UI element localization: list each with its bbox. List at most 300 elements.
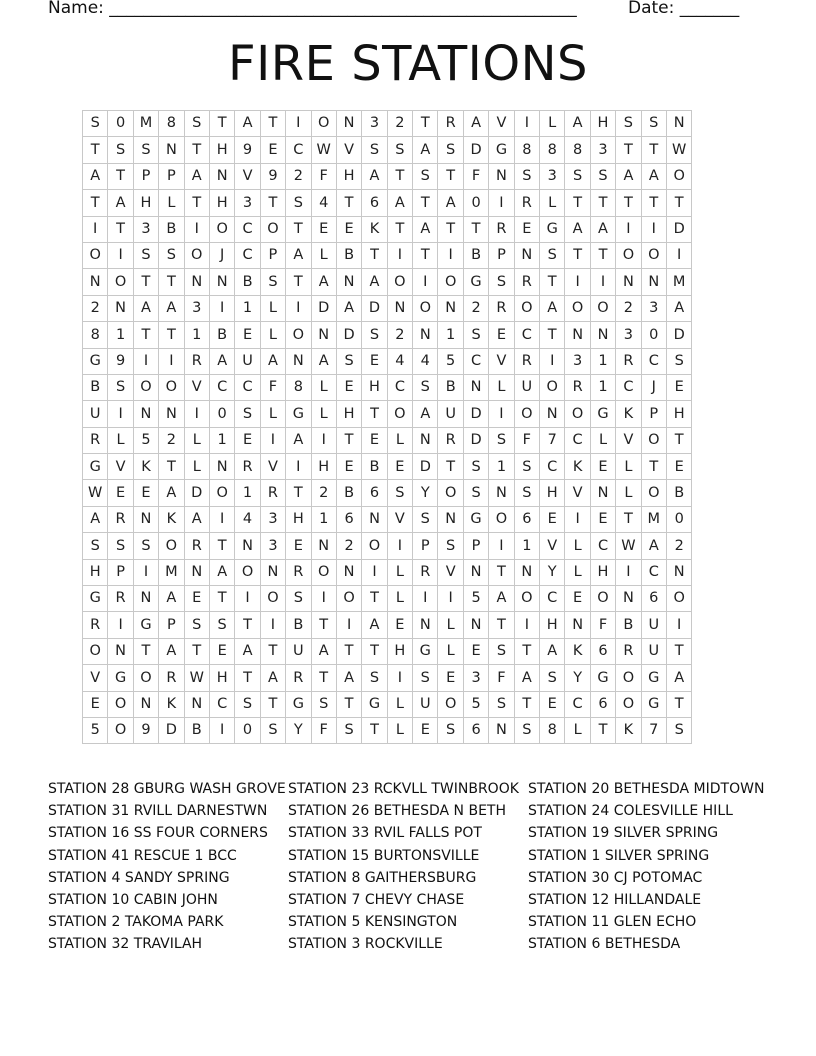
grid-cell: 2	[311, 480, 336, 506]
grid-cell: S	[159, 242, 184, 268]
grid-cell: F	[514, 427, 539, 453]
grid-cell: N	[413, 612, 438, 638]
grid-row	[83, 295, 692, 321]
word-list-column	[528, 778, 764, 956]
date-field-label: Date: _______	[628, 0, 740, 18]
grid-cell: E	[336, 454, 361, 480]
grid-cell: A	[184, 163, 209, 189]
grid-cell: L	[387, 559, 412, 585]
grid-cell: B	[336, 480, 361, 506]
grid-cell: V	[108, 454, 133, 480]
grid-cell: 4	[387, 348, 412, 374]
grid-cell: L	[184, 454, 209, 480]
grid-cell: I	[489, 401, 514, 427]
grid-cell: F	[489, 665, 514, 691]
grid-cell: T	[311, 665, 336, 691]
grid-cell: O	[159, 533, 184, 559]
grid-cell: S	[184, 612, 209, 638]
grid-cell: R	[83, 612, 108, 638]
grid-cell: N	[336, 559, 361, 585]
grid-cell: T	[159, 454, 184, 480]
grid-cell: 6	[463, 717, 488, 743]
grid-cell: I	[616, 559, 641, 585]
grid-cell: D	[666, 216, 691, 242]
grid-cell: N	[413, 322, 438, 348]
grid-cell: T	[362, 586, 387, 612]
grid-cell: S	[362, 665, 387, 691]
grid-cell: I	[616, 216, 641, 242]
grid-cell: I	[286, 111, 311, 137]
grid-cell: R	[235, 454, 260, 480]
grid-cell: 3	[260, 506, 285, 532]
word-item: STATION 33 RVIL FALLS POT	[288, 825, 482, 842]
grid-cell: V	[489, 348, 514, 374]
grid-cell: 1	[311, 506, 336, 532]
grid-cell: T	[540, 322, 565, 348]
grid-cell: G	[641, 665, 666, 691]
grid-cell: C	[565, 427, 590, 453]
grid-cell: A	[413, 137, 438, 163]
grid-cell: N	[590, 322, 615, 348]
grid-cell: R	[413, 559, 438, 585]
grid-cell: 4	[413, 348, 438, 374]
grid-cell: W	[184, 665, 209, 691]
grid-cell: A	[616, 163, 641, 189]
grid-row	[83, 506, 692, 532]
grid-cell: H	[209, 137, 234, 163]
grid-cell: N	[489, 163, 514, 189]
word-item: STATION 28 GBURG WASH GROVE	[48, 781, 286, 797]
grid-cell: T	[438, 454, 463, 480]
grid-cell: G	[286, 401, 311, 427]
grid-cell: R	[514, 348, 539, 374]
grid-cell: A	[184, 506, 209, 532]
grid-cell: D	[311, 295, 336, 321]
grid-cell: T	[108, 163, 133, 189]
grid-cell: N	[463, 612, 488, 638]
grid-cell: M	[641, 506, 666, 532]
grid-cell: P	[489, 242, 514, 268]
grid-cell: Y	[413, 480, 438, 506]
grid-cell: O	[311, 111, 336, 137]
grid-cell: O	[616, 665, 641, 691]
grid-cell: T	[590, 242, 615, 268]
grid-cell: H	[362, 374, 387, 400]
grid-cell: T	[184, 638, 209, 664]
grid-cell: T	[209, 586, 234, 612]
grid-cell: V	[616, 427, 641, 453]
grid-cell: 3	[590, 137, 615, 163]
grid-cell: F	[311, 163, 336, 189]
grid-cell: C	[235, 216, 260, 242]
grid-cell: 1	[184, 322, 209, 348]
grid-cell: A	[641, 533, 666, 559]
word-item: STATION 32 TRAVILAH	[48, 936, 203, 953]
grid-cell: C	[641, 559, 666, 585]
grid-cell: E	[235, 322, 260, 348]
grid-cell: N	[336, 269, 361, 295]
grid-cell: N	[413, 427, 438, 453]
grid-cell: S	[514, 717, 539, 743]
grid-cell: O	[565, 295, 590, 321]
grid-cell: M	[159, 559, 184, 585]
grid-cell: 6	[362, 190, 387, 216]
grid-cell: R	[438, 427, 463, 453]
grid-row	[83, 665, 692, 691]
grid-cell: T	[514, 638, 539, 664]
grid-cell: T	[336, 427, 361, 453]
grid-cell: G	[133, 612, 158, 638]
grid-cell: 8	[286, 374, 311, 400]
grid-cell: C	[209, 374, 234, 400]
grid-cell: L	[260, 401, 285, 427]
grid-cell: C	[565, 691, 590, 717]
grid-cell: N	[108, 638, 133, 664]
grid-cell: N	[209, 269, 234, 295]
grid-cell: I	[311, 586, 336, 612]
grid-cell: S	[209, 612, 234, 638]
grid-cell: S	[336, 348, 361, 374]
grid-cell: 9	[108, 348, 133, 374]
grid-cell: E	[489, 322, 514, 348]
grid-cell: 3	[362, 111, 387, 137]
grid-cell: I	[83, 216, 108, 242]
grid-cell: N	[235, 533, 260, 559]
grid-cell: 8	[83, 322, 108, 348]
grid-cell: T	[489, 612, 514, 638]
grid-cell: S	[463, 322, 488, 348]
word-item: STATION 23 RCKVLL TWINBROOK	[288, 781, 519, 797]
grid-cell: 8	[159, 111, 184, 137]
grid-cell: G	[489, 137, 514, 163]
grid-cell: 5	[463, 586, 488, 612]
grid-cell: O	[590, 295, 615, 321]
grid-cell: T	[616, 506, 641, 532]
grid-cell: N	[362, 506, 387, 532]
grid-cell: T	[286, 216, 311, 242]
grid-cell: T	[133, 269, 158, 295]
header-line	[48, 0, 748, 20]
grid-cell: 6	[590, 691, 615, 717]
grid-cell: N	[666, 559, 691, 585]
grid-cell: H	[83, 559, 108, 585]
grid-cell: W	[666, 137, 691, 163]
grid-cell: T	[438, 163, 463, 189]
grid-cell: Y	[540, 559, 565, 585]
grid-row	[83, 586, 692, 612]
grid-cell: N	[184, 559, 209, 585]
grid-cell: L	[260, 322, 285, 348]
grid-cell: B	[159, 216, 184, 242]
grid-cell: A	[565, 111, 590, 137]
grid-cell: 8	[514, 137, 539, 163]
grid-cell: U	[641, 638, 666, 664]
grid-cell: O	[413, 295, 438, 321]
grid-cell: C	[463, 348, 488, 374]
word-item: STATION 26 BETHESDA N BETH	[288, 803, 507, 820]
grid-cell: S	[387, 480, 412, 506]
word-item: STATION 15 BURTONSVILLE	[288, 847, 480, 864]
grid-cell: A	[159, 295, 184, 321]
grid-cell: L	[616, 480, 641, 506]
grid-cell: A	[362, 163, 387, 189]
grid-cell: I	[489, 190, 514, 216]
grid-cell: G	[286, 691, 311, 717]
grid-cell: S	[108, 374, 133, 400]
grid-cell: R	[108, 506, 133, 532]
grid-cell: N	[159, 401, 184, 427]
grid-cell: H	[209, 190, 234, 216]
grid-cell: 2	[387, 322, 412, 348]
grid-cell: H	[540, 480, 565, 506]
grid-row	[83, 559, 692, 585]
grid-cell: N	[489, 717, 514, 743]
grid-cell: N	[336, 111, 361, 137]
grid-cell: A	[590, 216, 615, 242]
grid-cell: I	[133, 559, 158, 585]
grid-cell: U	[514, 374, 539, 400]
word-item: STATION 20 BETHESDA MIDTOWN	[528, 781, 765, 797]
grid-cell: N	[565, 612, 590, 638]
grid-cell: N	[184, 691, 209, 717]
grid-cell: K	[565, 638, 590, 664]
grid-cell: P	[159, 163, 184, 189]
grid-row	[83, 137, 692, 163]
grid-cell: T	[83, 190, 108, 216]
grid-cell: S	[540, 242, 565, 268]
grid-cell: T	[641, 454, 666, 480]
grid-cell: E	[286, 533, 311, 559]
grid-cell: T	[235, 665, 260, 691]
grid-cell: G	[590, 665, 615, 691]
grid-cell: E	[438, 665, 463, 691]
grid-cell: I	[286, 295, 311, 321]
grid-cell: R	[616, 638, 641, 664]
grid-cell: F	[311, 717, 336, 743]
grid-cell: E	[108, 480, 133, 506]
grid-cell: B	[362, 454, 387, 480]
grid-cell: T	[133, 638, 158, 664]
word-list-column	[288, 778, 519, 956]
grid-cell: S	[514, 163, 539, 189]
grid-cell: I	[666, 612, 691, 638]
grid-cell: F	[590, 612, 615, 638]
grid-cell: S	[489, 638, 514, 664]
grid-cell: E	[133, 480, 158, 506]
grid-cell: V	[565, 480, 590, 506]
grid-cell: 8	[540, 137, 565, 163]
grid-cell: O	[641, 427, 666, 453]
grid-cell: A	[438, 190, 463, 216]
grid-cell: S	[286, 190, 311, 216]
grid-cell: O	[438, 691, 463, 717]
grid-cell: I	[260, 612, 285, 638]
grid-cell: A	[83, 506, 108, 532]
grid-cell: 9	[260, 163, 285, 189]
grid-cell: L	[590, 427, 615, 453]
grid-cell: E	[336, 374, 361, 400]
grid-cell: T	[463, 216, 488, 242]
grid-cell: S	[666, 348, 691, 374]
word-item: STATION 1 SILVER SPRING	[528, 847, 710, 864]
grid-cell: E	[540, 691, 565, 717]
grid-cell: J	[209, 242, 234, 268]
grid-cell: G	[463, 269, 488, 295]
grid-cell: L	[438, 638, 463, 664]
grid-cell: H	[387, 638, 412, 664]
grid-cell: T	[489, 559, 514, 585]
grid-cell: 9	[235, 137, 260, 163]
word-item: STATION 8 GAITHERSBURG	[288, 869, 477, 886]
grid-cell: S	[489, 691, 514, 717]
word-item: STATION 16 SS FOUR CORNERS	[48, 825, 268, 842]
grid-cell: 1	[590, 374, 615, 400]
grid-cell: G	[413, 638, 438, 664]
grid-cell: A	[209, 559, 234, 585]
grid-cell: 6	[590, 638, 615, 664]
grid-cell: F	[260, 374, 285, 400]
grid-cell: S	[590, 163, 615, 189]
grid-cell: I	[184, 401, 209, 427]
grid-cell: A	[159, 586, 184, 612]
grid-cell: R	[83, 427, 108, 453]
grid-cell: T	[336, 190, 361, 216]
grid-cell: B	[83, 374, 108, 400]
grid-cell: N	[209, 163, 234, 189]
grid-cell: V	[489, 111, 514, 137]
grid-cell: S	[540, 665, 565, 691]
grid-cell: I	[133, 348, 158, 374]
grid-cell: T	[666, 190, 691, 216]
grid-cell: A	[413, 401, 438, 427]
grid-cell: 3	[565, 348, 590, 374]
grid-cell: N	[489, 480, 514, 506]
grid-cell: D	[336, 322, 361, 348]
grid-cell: O	[235, 559, 260, 585]
grid-cell: N	[209, 454, 234, 480]
grid-cell: S	[641, 111, 666, 137]
grid-cell: S	[83, 111, 108, 137]
grid-cell: T	[616, 137, 641, 163]
grid-row	[83, 454, 692, 480]
grid-cell: S	[133, 242, 158, 268]
grid-cell: P	[463, 533, 488, 559]
grid-cell: N	[311, 533, 336, 559]
grid-cell: H	[133, 190, 158, 216]
grid-cell: A	[666, 665, 691, 691]
word-item: STATION 6 BETHESDA	[528, 936, 681, 953]
grid-cell: H	[666, 401, 691, 427]
grid-cell: A	[235, 111, 260, 137]
grid-cell: H	[590, 559, 615, 585]
grid-cell: S	[184, 111, 209, 137]
grid-cell: I	[209, 295, 234, 321]
grid-cell: C	[514, 322, 539, 348]
name-field-label: Name: _______________________________________________________	[48, 0, 577, 18]
grid-cell: C	[641, 348, 666, 374]
grid-cell: T	[311, 612, 336, 638]
grid-cell: V	[540, 533, 565, 559]
grid-cell: 5	[83, 717, 108, 743]
word-item: STATION 30 CJ POTOMAC	[528, 869, 703, 886]
grid-cell: O	[387, 401, 412, 427]
grid-cell: G	[641, 691, 666, 717]
grid-cell: O	[108, 269, 133, 295]
grid-cell: 8	[540, 717, 565, 743]
grid-cell: A	[260, 665, 285, 691]
grid-cell: S	[362, 137, 387, 163]
grid-cell: I	[514, 612, 539, 638]
grid-row	[83, 111, 692, 137]
grid-cell: L	[616, 454, 641, 480]
grid-cell: O	[362, 533, 387, 559]
grid-cell: A	[641, 163, 666, 189]
grid-cell: O	[641, 242, 666, 268]
grid-cell: N	[666, 111, 691, 137]
grid-cell: 0	[108, 111, 133, 137]
grid-cell: L	[387, 427, 412, 453]
grid-cell: S	[362, 322, 387, 348]
grid-cell: N	[83, 269, 108, 295]
grid-cell: L	[184, 427, 209, 453]
grid-row	[83, 163, 692, 189]
grid-cell: 0	[235, 717, 260, 743]
grid-cell: A	[311, 348, 336, 374]
grid-cell: D	[159, 717, 184, 743]
grid-cell: E	[362, 427, 387, 453]
grid-cell: N	[438, 295, 463, 321]
word-item: STATION 19 SILVER SPRING	[528, 825, 719, 842]
grid-cell: G	[83, 586, 108, 612]
grid-cell: S	[235, 401, 260, 427]
grid-cell: V	[438, 559, 463, 585]
grid-cell: I	[565, 506, 590, 532]
grid-cell: S	[260, 269, 285, 295]
grid-cell: R	[438, 111, 463, 137]
grid-cell: E	[235, 427, 260, 453]
grid-cell: R	[260, 480, 285, 506]
grid-cell: T	[184, 190, 209, 216]
grid-cell: O	[616, 691, 641, 717]
word-item: STATION 2 TAKOMA PARK	[48, 914, 224, 931]
grid-cell: N	[108, 295, 133, 321]
grid-cell: I	[387, 533, 412, 559]
grid-cell: S	[387, 137, 412, 163]
grid-cell: 2	[666, 533, 691, 559]
grid-cell: E	[590, 506, 615, 532]
grid-cell: C	[540, 586, 565, 612]
grid-cell: T	[286, 480, 311, 506]
grid-cell: N	[616, 586, 641, 612]
grid-cell: A	[286, 242, 311, 268]
grid-cell: O	[83, 638, 108, 664]
grid-cell: L	[387, 691, 412, 717]
grid-cell: P	[159, 612, 184, 638]
grid-cell: O	[514, 295, 539, 321]
grid-cell: R	[286, 559, 311, 585]
grid-cell: R	[514, 190, 539, 216]
grid-cell: I	[260, 427, 285, 453]
grid-cell: O	[489, 506, 514, 532]
grid-cell: A	[336, 665, 361, 691]
grid-cell: N	[565, 322, 590, 348]
grid-cell: H	[286, 506, 311, 532]
grid-cell: S	[514, 480, 539, 506]
grid-cell: 6	[641, 586, 666, 612]
grid-cell: O	[565, 401, 590, 427]
grid-cell: K	[362, 216, 387, 242]
grid-cell: L	[565, 533, 590, 559]
